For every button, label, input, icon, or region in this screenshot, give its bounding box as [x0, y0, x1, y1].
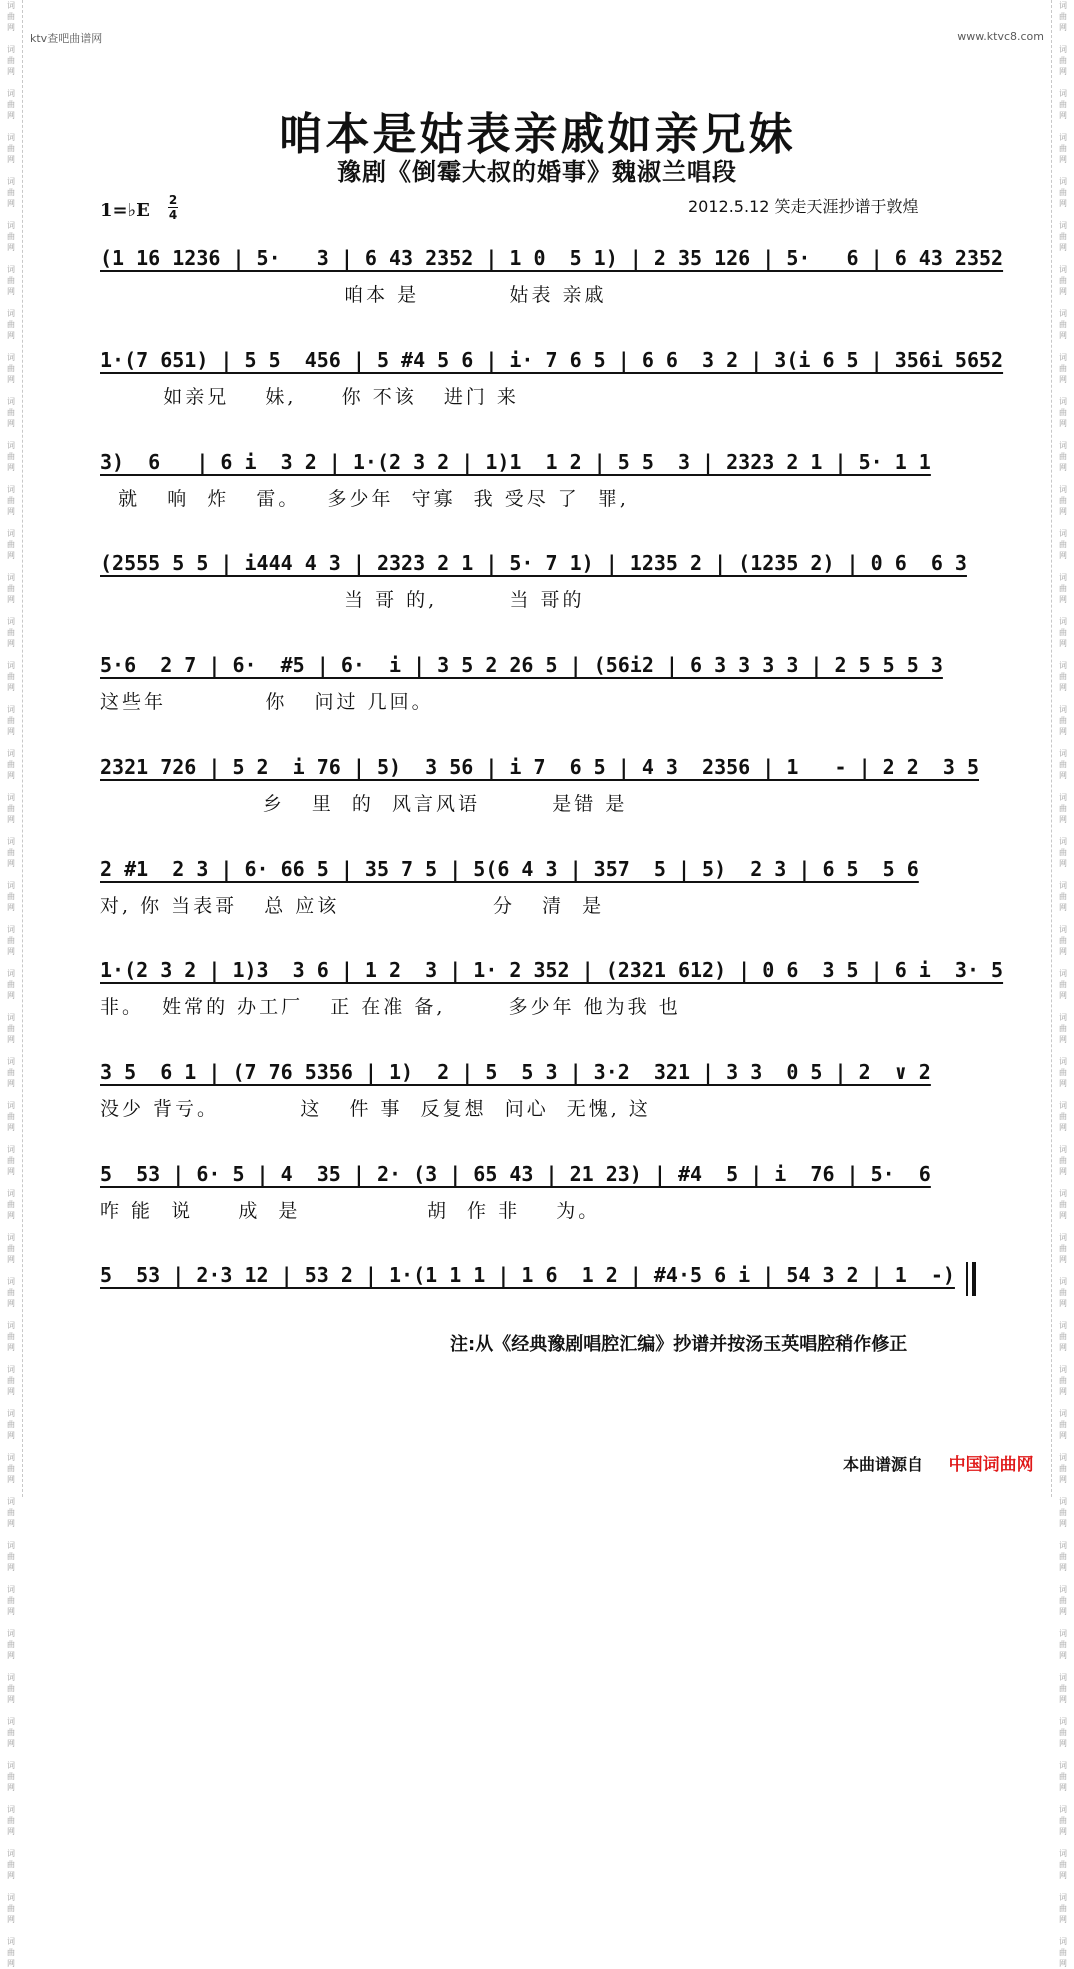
lyrics-line: 这些年 你 问过 几回。 [100, 691, 434, 713]
score-row [100, 1263, 980, 1327]
time-signature [168, 193, 178, 222]
score-row [100, 958, 1004, 1022]
footnote: 注:从《经典豫剧唱腔汇编》抄谱并按汤玉英唱腔稍作修正 [450, 1334, 908, 1355]
notation-line: 2 #1 2 3 | 6· 66 5 | 35 7 5 | 5(6 4 3 | 357 5 | 5) 2 3 | 6 5 5 6 [100, 857, 919, 881]
score-row [100, 755, 980, 819]
source-label: 本曲谱源自 [843, 1455, 924, 1474]
left-side-watermark: 词 曲 网 词 曲 网 词 曲 网 词 曲 网 词 曲 网 词 曲 网 词 曲 网 词 曲 网 词 曲 网 词 曲 网 词 曲 网 词 曲 网 词 曲 网 词 曲 网 词 曲 网 词 曲 网 词 曲 网 词 曲 网 词 曲 网 词 曲 网 词 曲 网 词 曲 网 词 曲 网 词 曲 网 词 曲 网 词 曲 网 词 曲 网 词 曲 网 词 曲 网 词 曲 网 词 曲 网 词 曲 网 词 曲 网 词 曲 网 词 曲 网 词 曲 网 词 曲 网 词 曲 网 词 曲 网 词 曲 网 词 曲 网 词 曲 网 词 曲 网 词 曲 网 词 曲 网 [0, 0, 23, 1497]
score-row [100, 653, 980, 717]
source-credit [843, 1450, 1034, 1475]
page-title: 咱本是姑表亲戚如亲兄妹 [278, 109, 796, 160]
right-side-watermark: 词 曲 网 词 曲 网 词 曲 网 词 曲 网 词 曲 网 词 曲 网 词 曲 网 词 曲 网 词 曲 网 词 曲 网 词 曲 网 词 曲 网 词 曲 网 词 曲 网 词 曲 网 词 曲 网 词 曲 网 词 曲 网 词 曲 网 词 曲 网 词 曲 网 词 曲 网 词 曲 网 词 曲 网 词 曲 网 词 曲 网 词 曲 网 词 曲 网 词 曲 网 词 曲 网 词 曲 网 词 曲 网 词 曲 网 词 曲 网 词 曲 网 词 曲 网 词 曲 网 词 曲 网 词 曲 网 词 曲 网 词 曲 网 词 曲 网 词 曲 网 词 曲 网 词 曲 网 [1051, 0, 1074, 1497]
notation-line: 5·6 2 7 | 6· #5 | 6· i | 3 5 2 26 5 | (56i2 | 6 3 3 3 3 | 2 5 5 5 3 [100, 653, 943, 677]
notation-line: 3) 6 | 6 i 3 2 | 1·(2 3 2 | 1)1 1 2 | 5 5 3 | 2323 2 1 | 5· 1 1 [100, 450, 931, 474]
notation-line: 1·(2 3 2 | 1)3 3 6 | 1 2 3 | 1· 2 352 | (2321 612) | 0 6 3 5 | 6 i 3· 5 [100, 958, 1004, 982]
score-row [100, 551, 980, 615]
score-row [100, 450, 980, 514]
notation-line: 2321 726 | 5 2 i 76 | 5) 3 56 | i 7 6 5 | 4 3 2356 | 1 - | 2 2 3 5 [100, 755, 979, 779]
lyrics-line: 非。 姓常的 办工厂 正 在准 备, 多少年 他为我 也 [100, 996, 681, 1018]
notation-line: 3 5 6 1 | (7 76 5356 | 1) 2 | 5 5 3 | 3·2 321 | 3 3 0 5 | 2 ∨ 2 [100, 1060, 931, 1084]
notation-line: 5 53 | 6· 5 | 4 35 | 2· (3 | 65 43 | 21 23) | #4 5 | i 76 | 5· 6 [100, 1162, 931, 1186]
score-row [100, 857, 980, 921]
meter-top: 2 [168, 193, 178, 207]
notation-line: (1 16 1236 | 5· 3 | 6 43 2352 | 1 0 5 1) | 2 35 126 | 5· 6 | 6 43 2352 [100, 246, 1004, 270]
lyrics-line [100, 1297, 980, 1327]
key-signature: 1=♭E [100, 200, 150, 221]
lyrics-line: 当 哥 的, 当 哥的 [100, 589, 585, 611]
score-row [100, 1162, 980, 1226]
page-subtitle: 豫剧《倒霉大叔的婚事》魏淑兰唱段 [337, 157, 737, 186]
meter-bottom: 4 [168, 208, 178, 222]
source-brand[interactable]: 中国词曲网 [948, 1455, 1034, 1475]
score-row [100, 1060, 980, 1124]
lyrics-line: 对, 你 当表哥 总 应该 分 清 是 [100, 895, 605, 917]
notation-line: 5 53 | 2·3 12 | 53 2 | 1·(1 1 1 | 1 6 1 2 | #4·5 6 i | 54 3 2 | 1 -) [100, 1263, 955, 1287]
lyrics-line: 乡 里 的 风言风语 是错 是 [100, 793, 628, 815]
transcriber-credit: 2012.5.12 笑走天涯抄谱于敦煌 [688, 197, 919, 216]
lyrics-line: 咱本 是 姑表 亲戚 [100, 284, 607, 306]
score-row [100, 348, 1004, 412]
notation-line: 1·(7 651) | 5 5 456 | 5 #4 5 6 | i· 7 6 5 | 6 6 3 2 | 3(i 6 5 | 356i 5652 [100, 348, 1004, 372]
final-barline [966, 1262, 976, 1296]
lyrics-line: 咋 能 说 成 是 胡 作 非 为。 [100, 1200, 601, 1222]
notation-line: (2555 5 5 | i444 4 3 | 2323 2 1 | 5· 7 1) | 1235 2 | (1235 2) | 0 6 6 3 [100, 551, 967, 575]
watermark-right[interactable]: www.ktvc8.com [957, 30, 1044, 43]
lyrics-line: 如亲兄 妹, 你 不该 进门 来 [100, 386, 519, 408]
score-row [100, 246, 1004, 310]
watermark-left[interactable]: ktv查吧曲谱网 [30, 32, 103, 45]
lyrics-line: 没少 背亏。 这 件 事 反复想 问心 无愧, 这 [100, 1098, 651, 1120]
lyrics-line: 就 响 炸 雷。 多少年 守寡 我 受尽 了 罪, [100, 488, 629, 510]
